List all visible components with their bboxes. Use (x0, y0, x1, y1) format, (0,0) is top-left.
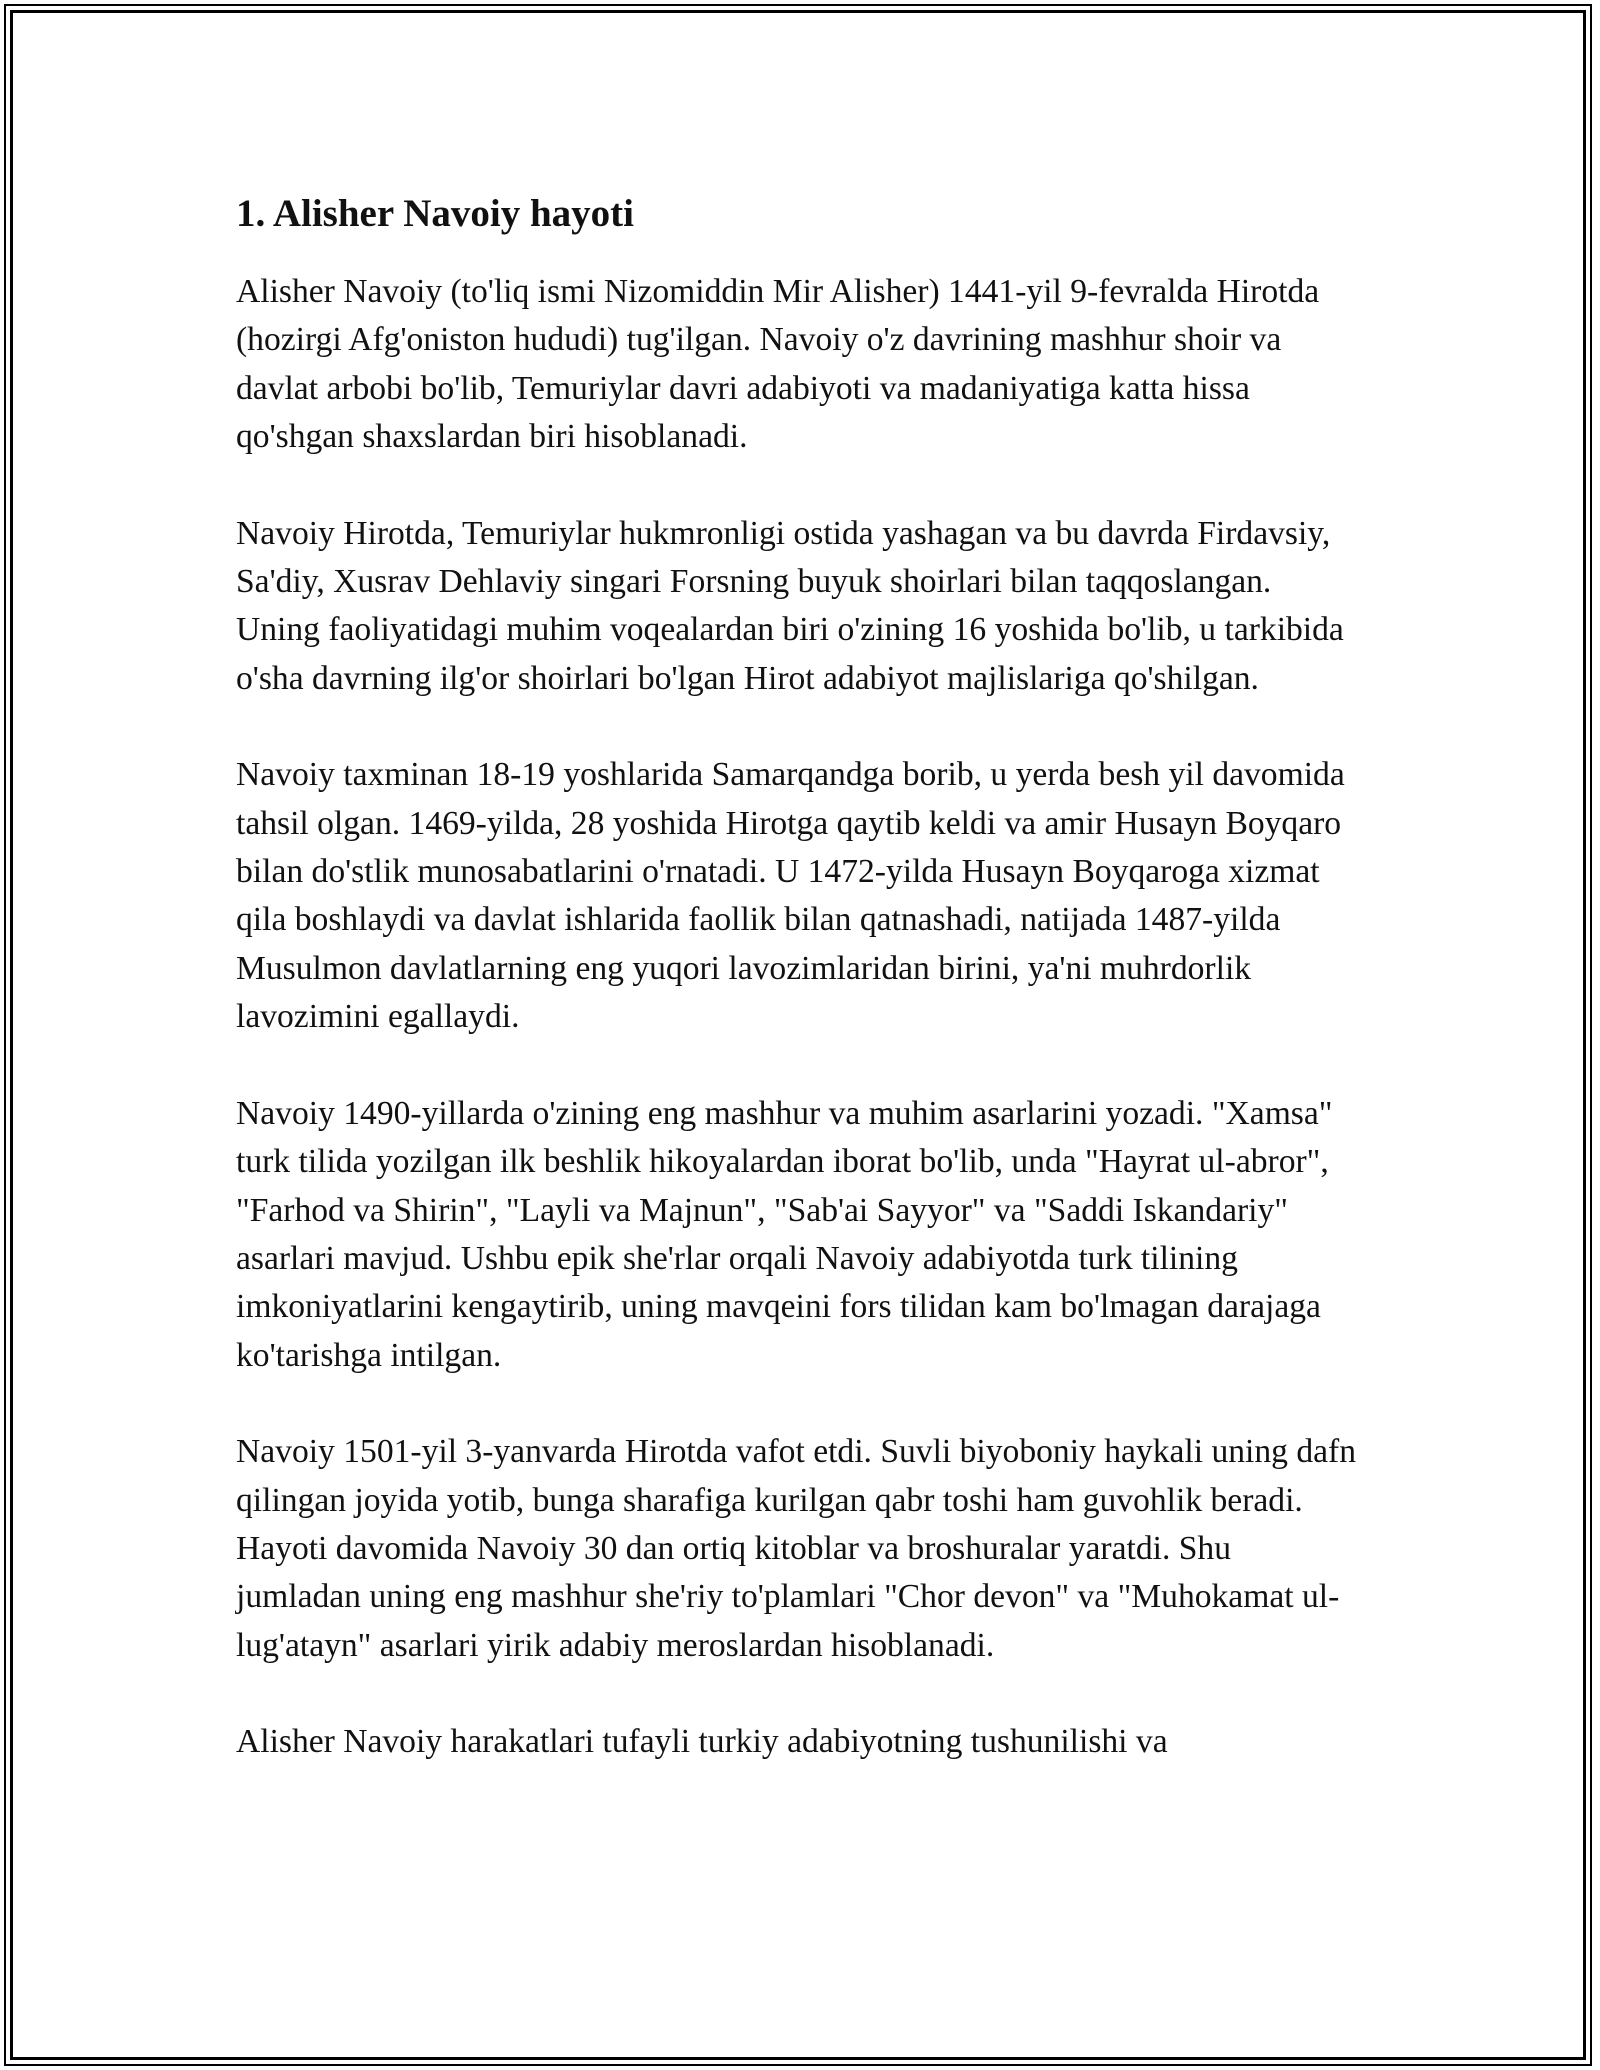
document-body (236, 186, 1356, 1815)
section-heading: 1. Alisher Navoiy hayoti (236, 192, 634, 235)
paragraph-death: Navoiy 1501-yil 3-yanvarda Hirotda vafot etdi. Suvli biyoboniy haykali uning dafn qilingan joyida yotib, bunga sharafiga kurilgan qabr toshi ham guvohlik beradi. Hayoti davomida Navoiy 30 dan ortiq kitoblar va broshuralar yaratdi. Shu jumladan uning eng mashhur she'riy to'plamlari "Chor devon" va "Muhokamat ul-lug'atayn" asarlari yirik adabiy meroslardan hisoblanadi. (236, 1433, 1356, 1664)
paragraph-samarkand: Navoiy taxminan 18-19 yoshlarida Samarqandga borib, u yerda besh yil davomida tahsil olgan. 1469-yilda, 28 yoshida Hirotga qaytib keldi va amir Husayn Boyqaro bilan do'stlik munosabatlarini o'rnatadi. U 1472-yilda Husayn Boyqaroga xizmat qila boshlaydi va davlat ishlarida faollik bilan qatnashadi, natijada 1487-yilda Musulmon davlatlarning eng yuqori lavozimlaridan birini, ya'ni muhrdorlik lavozimini egallaydi. (236, 756, 1345, 1036)
paragraph-khamsa: Navoiy 1490-yillarda o'zining eng mashhur va muhim asarlarini yozadi. "Xamsa" turk tilida yozilgan ilk beshlik hikoyalardan iborat bo'lib, unda "Hayrat ul-abror", "Farhod va Shirin", "Layli va Majnun", "Sab'ai Sayyor" va "Saddi Iskandariy" asarlari mavjud. Ushbu epik she'rlar orqali Navoiy adabiyotda turk tilining imkoniyatlarini kengaytirib, uning mavqeini fors tilidan kam bo'lmagan darajaga ko'tarishga intilgan. (236, 1094, 1333, 1374)
paragraph-herat: Navoiy Hirotda, Temuriylar hukmronligi ostida yashagan va bu davrda Firdavsiy, Sa'diy, Xusrav Dehlaviy singari Forsning buyuk shoirlari bilan taqqoslangan. Uning faoliyatidagi muhim voqealardan biri o'zining 16 yoshida bo'lib, u tarkibida o'sha davrning ilg'or shoirlari bo'lgan Hirot adabiyot majlislariga qo'shilgan. (236, 514, 1344, 697)
paragraph-legacy: Alisher Navoiy harakatlari tufayli turkiy adabiyotning tushunilishi va (236, 1723, 1168, 1761)
paragraph-birth: Alisher Navoiy (to'liq ismi Nizomiddin Mir Alisher) 1441-yil 9-fevralda Hirotda (hozirgi Afg'oniston hududi) tug'ilgan. Navoiy o'z davrining mashhur shoir va davlat arbobi bo'lib, Temuriylar davri adabiyoti va madaniyatiga katta hissa qo'shgan shaxslardan biri hisoblanadi. (236, 273, 1320, 456)
